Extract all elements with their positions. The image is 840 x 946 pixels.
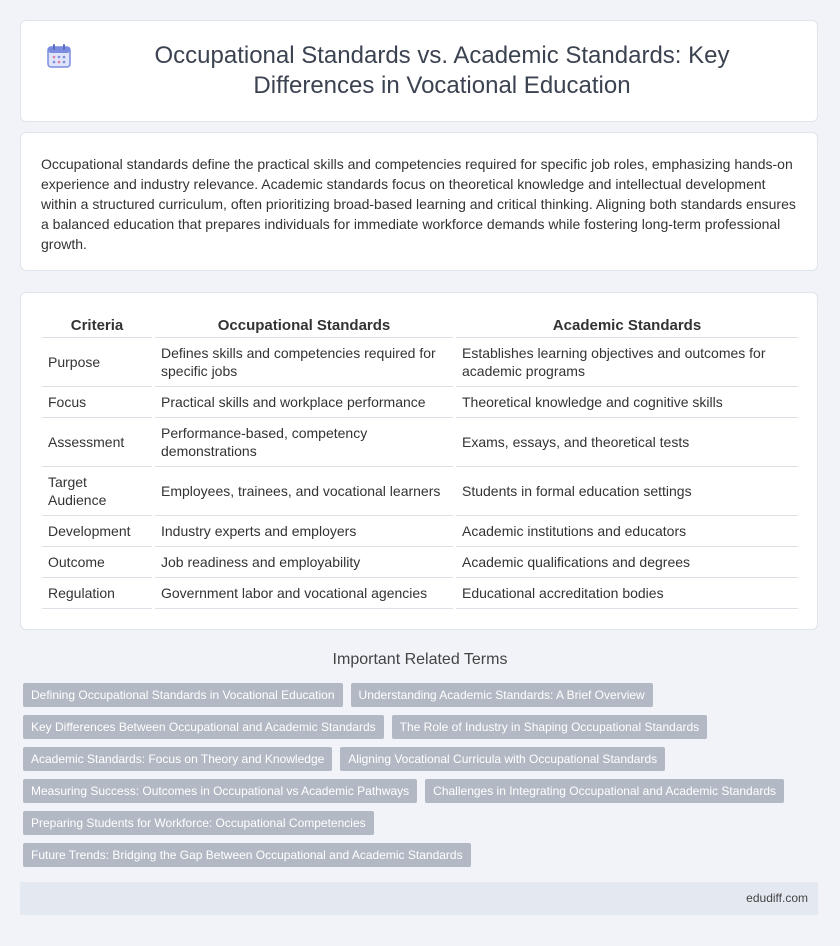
table-cell-criteria: Target Audience [42, 467, 154, 516]
table-cell-criteria: Focus [42, 387, 154, 418]
table-cell-academic: Establishes learning objectives and outcomes for academic programs [455, 338, 799, 387]
table-cell-academic: Students in formal education settings [455, 467, 799, 516]
table-cell-academic: Educational accreditation bodies [455, 578, 799, 609]
table-row [42, 467, 798, 516]
table-cell-criteria: Regulation [42, 578, 154, 609]
table-row [42, 418, 798, 467]
table-cell-criteria: Development [42, 516, 154, 547]
related-term-tag[interactable]: Preparing Students for Workforce: Occupational Competencies [23, 811, 374, 835]
table-row [42, 578, 798, 609]
table-row [42, 387, 798, 418]
related-term-tag[interactable]: Key Differences Between Occupational and Academic Standards [23, 715, 384, 739]
table-cell-academic: Academic institutions and educators [455, 516, 799, 547]
table-cell-occupational: Government labor and vocational agencies [154, 578, 455, 609]
header-card [20, 20, 818, 122]
related-terms-title: Important Related Terms [332, 651, 508, 668]
calendar-icon [45, 42, 73, 70]
table-cell-occupational: Defines skills and competencies required for specific jobs [154, 338, 455, 387]
table-cell-occupational: Industry experts and employers [154, 516, 455, 547]
table-header-row [42, 313, 798, 338]
column-header-occupational: Occupational Standards [154, 313, 455, 338]
related-term-tag[interactable]: Defining Occupational Standards in Vocational Education [23, 683, 343, 707]
related-term-tag[interactable]: Academic Standards: Focus on Theory and Knowledge [23, 747, 332, 771]
comparison-table [42, 313, 798, 609]
table-cell-occupational: Job readiness and employability [154, 547, 455, 578]
comparison-table-card [20, 292, 818, 630]
table-cell-academic: Theoretical knowledge and cognitive skills [455, 387, 799, 418]
footer-site-link[interactable]: edudiff.com [746, 891, 808, 905]
table-row [42, 516, 798, 547]
table-cell-occupational: Employees, trainees, and vocational learners [154, 467, 455, 516]
related-term-tag[interactable]: Measuring Success: Outcomes in Occupational vs Academic Pathways [23, 779, 417, 803]
table-cell-academic: Exams, essays, and theoretical tests [455, 418, 799, 467]
related-term-tag[interactable]: Future Trends: Bridging the Gap Between Occupational and Academic Standards [23, 843, 471, 867]
table-cell-criteria: Purpose [42, 338, 154, 387]
intro-card [20, 132, 818, 271]
table-cell-occupational: Practical skills and workplace performance [154, 387, 455, 418]
table-cell-criteria: Assessment [42, 418, 154, 467]
table-row [42, 338, 798, 387]
table-cell-criteria: Outcome [42, 547, 154, 578]
table-row [42, 547, 798, 578]
page-title: Occupational Standards vs. Academic Standards: Key Differences in Vocational Education [154, 42, 730, 99]
related-term-tag[interactable]: The Role of Industry in Shaping Occupational Standards [392, 715, 708, 739]
footer [20, 882, 818, 915]
column-header-academic: Academic Standards [455, 313, 799, 338]
table-cell-occupational: Performance-based, competency demonstrations [154, 418, 455, 467]
related-term-tag[interactable]: Aligning Vocational Curricula with Occupational Standards [340, 747, 665, 771]
related-terms-list [23, 683, 813, 867]
related-term-tag[interactable]: Understanding Academic Standards: A Brief Overview [351, 683, 653, 707]
column-header-criteria: Criteria [42, 313, 154, 338]
intro-paragraph: Occupational standards define the practical skills and competencies required for specific job roles, emphasizing hands-on experience and industry relevance. Academic standards focus on theoretical knowledge and intellectual development within a structured curriculum, often prioritizing broad-based learning and critical thinking. Aligning both standards ensures a balanced education that prepares individuals for immediate workforce demands while fostering long-term professional growth. [41, 156, 796, 252]
related-term-tag[interactable]: Challenges in Integrating Occupational and Academic Standards [425, 779, 784, 803]
table-cell-academic: Academic qualifications and degrees [455, 547, 799, 578]
